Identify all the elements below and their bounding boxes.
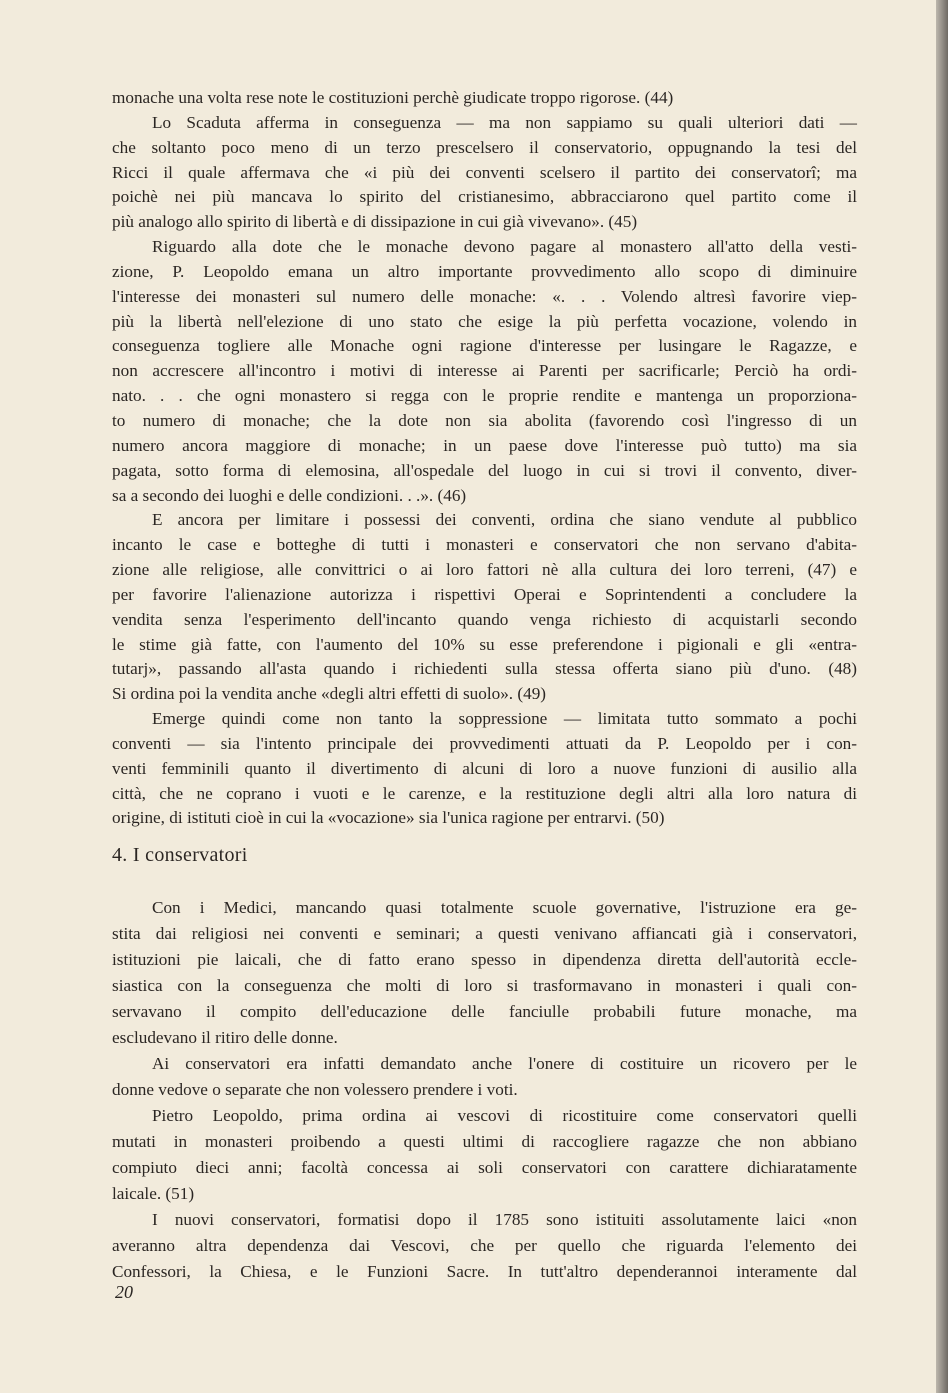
- text-line: l'interesse dei monasteri sul numero delle monache: «. . . Volendo altresì favorire viep-: [112, 286, 857, 306]
- text-line: conventi — sia l'intento principale dei provvedimenti attuati da P. Leopoldo per i con-: [112, 733, 857, 753]
- text-line: città, che ne coprano i vuoti e le carenze, e la restituzione degli altri alla loro natura di: [112, 783, 857, 803]
- body-text-section-2: [112, 895, 857, 1285]
- text-line: zione, P. Leopoldo emana un altro importante provvedimento allo scopo di diminuire: [112, 261, 857, 281]
- text-line: origine, di istituti cioè in cui la «vocazione» sia l'unica ragione per entrarvi. (50): [112, 808, 665, 828]
- text-line: Emerge quindi come non tanto la soppressione — limitata tutto sommato a pochi: [152, 709, 857, 729]
- text-line: monache una volta rese note le costituzioni perchè giudicate troppo rigorose. (44): [112, 88, 674, 107]
- section-heading: 4. I conservatori: [112, 844, 248, 866]
- text-line: conseguenza togliere alle Monache ogni ragione d'interesse per lusingare le Ragazze, e: [112, 336, 857, 356]
- text-line: tutarj», passando all'asta quando i richiedenti sulla stessa offerta siano più d'uno. (48): [112, 659, 857, 679]
- scan-edge: [936, 0, 948, 1393]
- text-line: nato. . . che ogni monastero si regga con le proprie rendite e mantenga un proporziona-: [112, 386, 857, 406]
- text-line: Riguardo alla dote che le monache devono pagare al monastero all'atto della vesti-: [152, 237, 857, 257]
- text-line: I nuovi conservatori, formatisi dopo il 1785 sono istituiti assolutamente laici «non: [152, 1210, 857, 1229]
- text-line: zione alle religiose, alle convittrici o ai loro fattori nè alla cultura dei loro terreni, (47) e: [112, 560, 857, 580]
- text-line: mutati in monasteri proibendo a questi ultimi di raccogliere ragazze che non abbiano: [112, 1132, 857, 1151]
- text-line: Lo Scaduta afferma in conseguenza — ma non sappiamo su quali ulteriori dati —: [152, 112, 857, 132]
- text-line: Ricci il quale affermava che «i più dei conventi scelsero il partito dei conservatorî; ma: [112, 162, 857, 182]
- text-line: Con i Medici, mancando quasi totalmente scuole governative, l'istruzione era ge-: [152, 898, 857, 917]
- text-line: to numero di monache; che la dote non sia abolita (favorendo così l'ingresso di un: [112, 410, 857, 430]
- paragraph: [112, 1207, 857, 1285]
- text-line: donne vedove o separate che non volessero prendere i voti.: [112, 1080, 518, 1099]
- text-line: stita dai religiosi nei conventi e seminari; a questi venivano affiancati già i conservatori,: [112, 924, 857, 943]
- paragraph: [112, 508, 857, 707]
- paragraph: [112, 895, 857, 1051]
- text-line: vendita senza l'esperimento dell'incanto quando venga richiesto di acquistarli secondo: [112, 609, 857, 629]
- text-line: più la libertà nell'elezione di uno stato che esige la più perfetta vocazione, volendo in: [112, 311, 857, 331]
- text-line: E ancora per limitare i possessi dei conventi, ordina che siano vendute al pubblico: [152, 510, 857, 530]
- text-line: numero ancora maggiore di monache; in un paese dove l'interesse può tutto) ma sia: [112, 435, 857, 455]
- body-text-section-1: [112, 86, 857, 831]
- text-line: non accrescere all'incontro i motivi di interesse ai Parenti per sacrificarle; Perciò ha ordi-: [112, 361, 857, 381]
- text-line: laicale. (51): [112, 1184, 195, 1203]
- text-line: che soltanto poco meno di un terzo prescelsero il conservatorio, oppugnando la tesi del: [112, 137, 857, 157]
- text-line: venti femminili quanto il divertimento di alcuni di loro a nuove funzioni di ausilio alla: [112, 758, 857, 778]
- text-line: compiuto dieci anni; facoltà concessa ai soli conservatori con carattere dichiaratamente: [112, 1158, 857, 1177]
- text-line: poichè nei più mancava lo spirito del cristianesimo, abbracciarono quel partito come il: [112, 187, 857, 207]
- paragraph: [112, 1103, 857, 1207]
- text-line: più analogo allo spirito di libertà e di dissipazione in cui già vivevano». (45): [112, 212, 638, 232]
- paragraph: [112, 707, 857, 831]
- paragraph: [112, 111, 857, 235]
- text-line: istituzioni pie laicali, che di fatto erano spesso in dipendenza diretta dell'autorità eccle-: [112, 950, 857, 969]
- text-line: Ai conservatori era infatti demandato anche l'onere di costituire un ricovero per le: [152, 1054, 857, 1073]
- text-line: siastica con la conseguenza che molti di loro si trasformavano in monasteri i quali con-: [112, 976, 857, 995]
- text-line: Confessori, la Chiesa, e le Funzioni Sacre. In tutt'altro dependerannoi interamente dal: [112, 1262, 857, 1281]
- text-line: escludevano il ritiro delle donne.: [112, 1028, 338, 1047]
- text-line: per favorire l'alienazione autorizza i rispettivi Operai e Soprintendenti a concludere la: [112, 584, 857, 604]
- text-line: pagata, sotto forma di elemosina, all'ospedale del luogo in cui si trovi il convento, diver-: [112, 460, 857, 480]
- text-line: sa a secondo dei luoghi e delle condizioni. . .». (46): [112, 485, 467, 505]
- paragraph: [112, 235, 857, 508]
- text-line: Pietro Leopoldo, prima ordina ai vescovi di ricostituire come conservatori quelli: [152, 1106, 857, 1125]
- paragraph: [112, 86, 857, 111]
- page-number: 20: [115, 1282, 133, 1302]
- text-line: le stime già fatte, con l'aumento del 10% su esse preferendone i pigionali e gli «entra-: [112, 634, 857, 654]
- text-line: averanno altra dependenza dai Vescovi, che per quello che riguarda l'elemento dei: [112, 1236, 857, 1255]
- text-line: Si ordina poi la vendita anche «degli altri effetti di suolo». (49): [112, 684, 547, 704]
- paragraph: [112, 1051, 857, 1103]
- text-line: servavano il compito dell'educazione delle fanciulle probabili future monache, ma: [112, 1002, 857, 1021]
- text-line: incanto le case e botteghe di tutti i monasteri e conservatori che non servano d'abita-: [112, 535, 857, 555]
